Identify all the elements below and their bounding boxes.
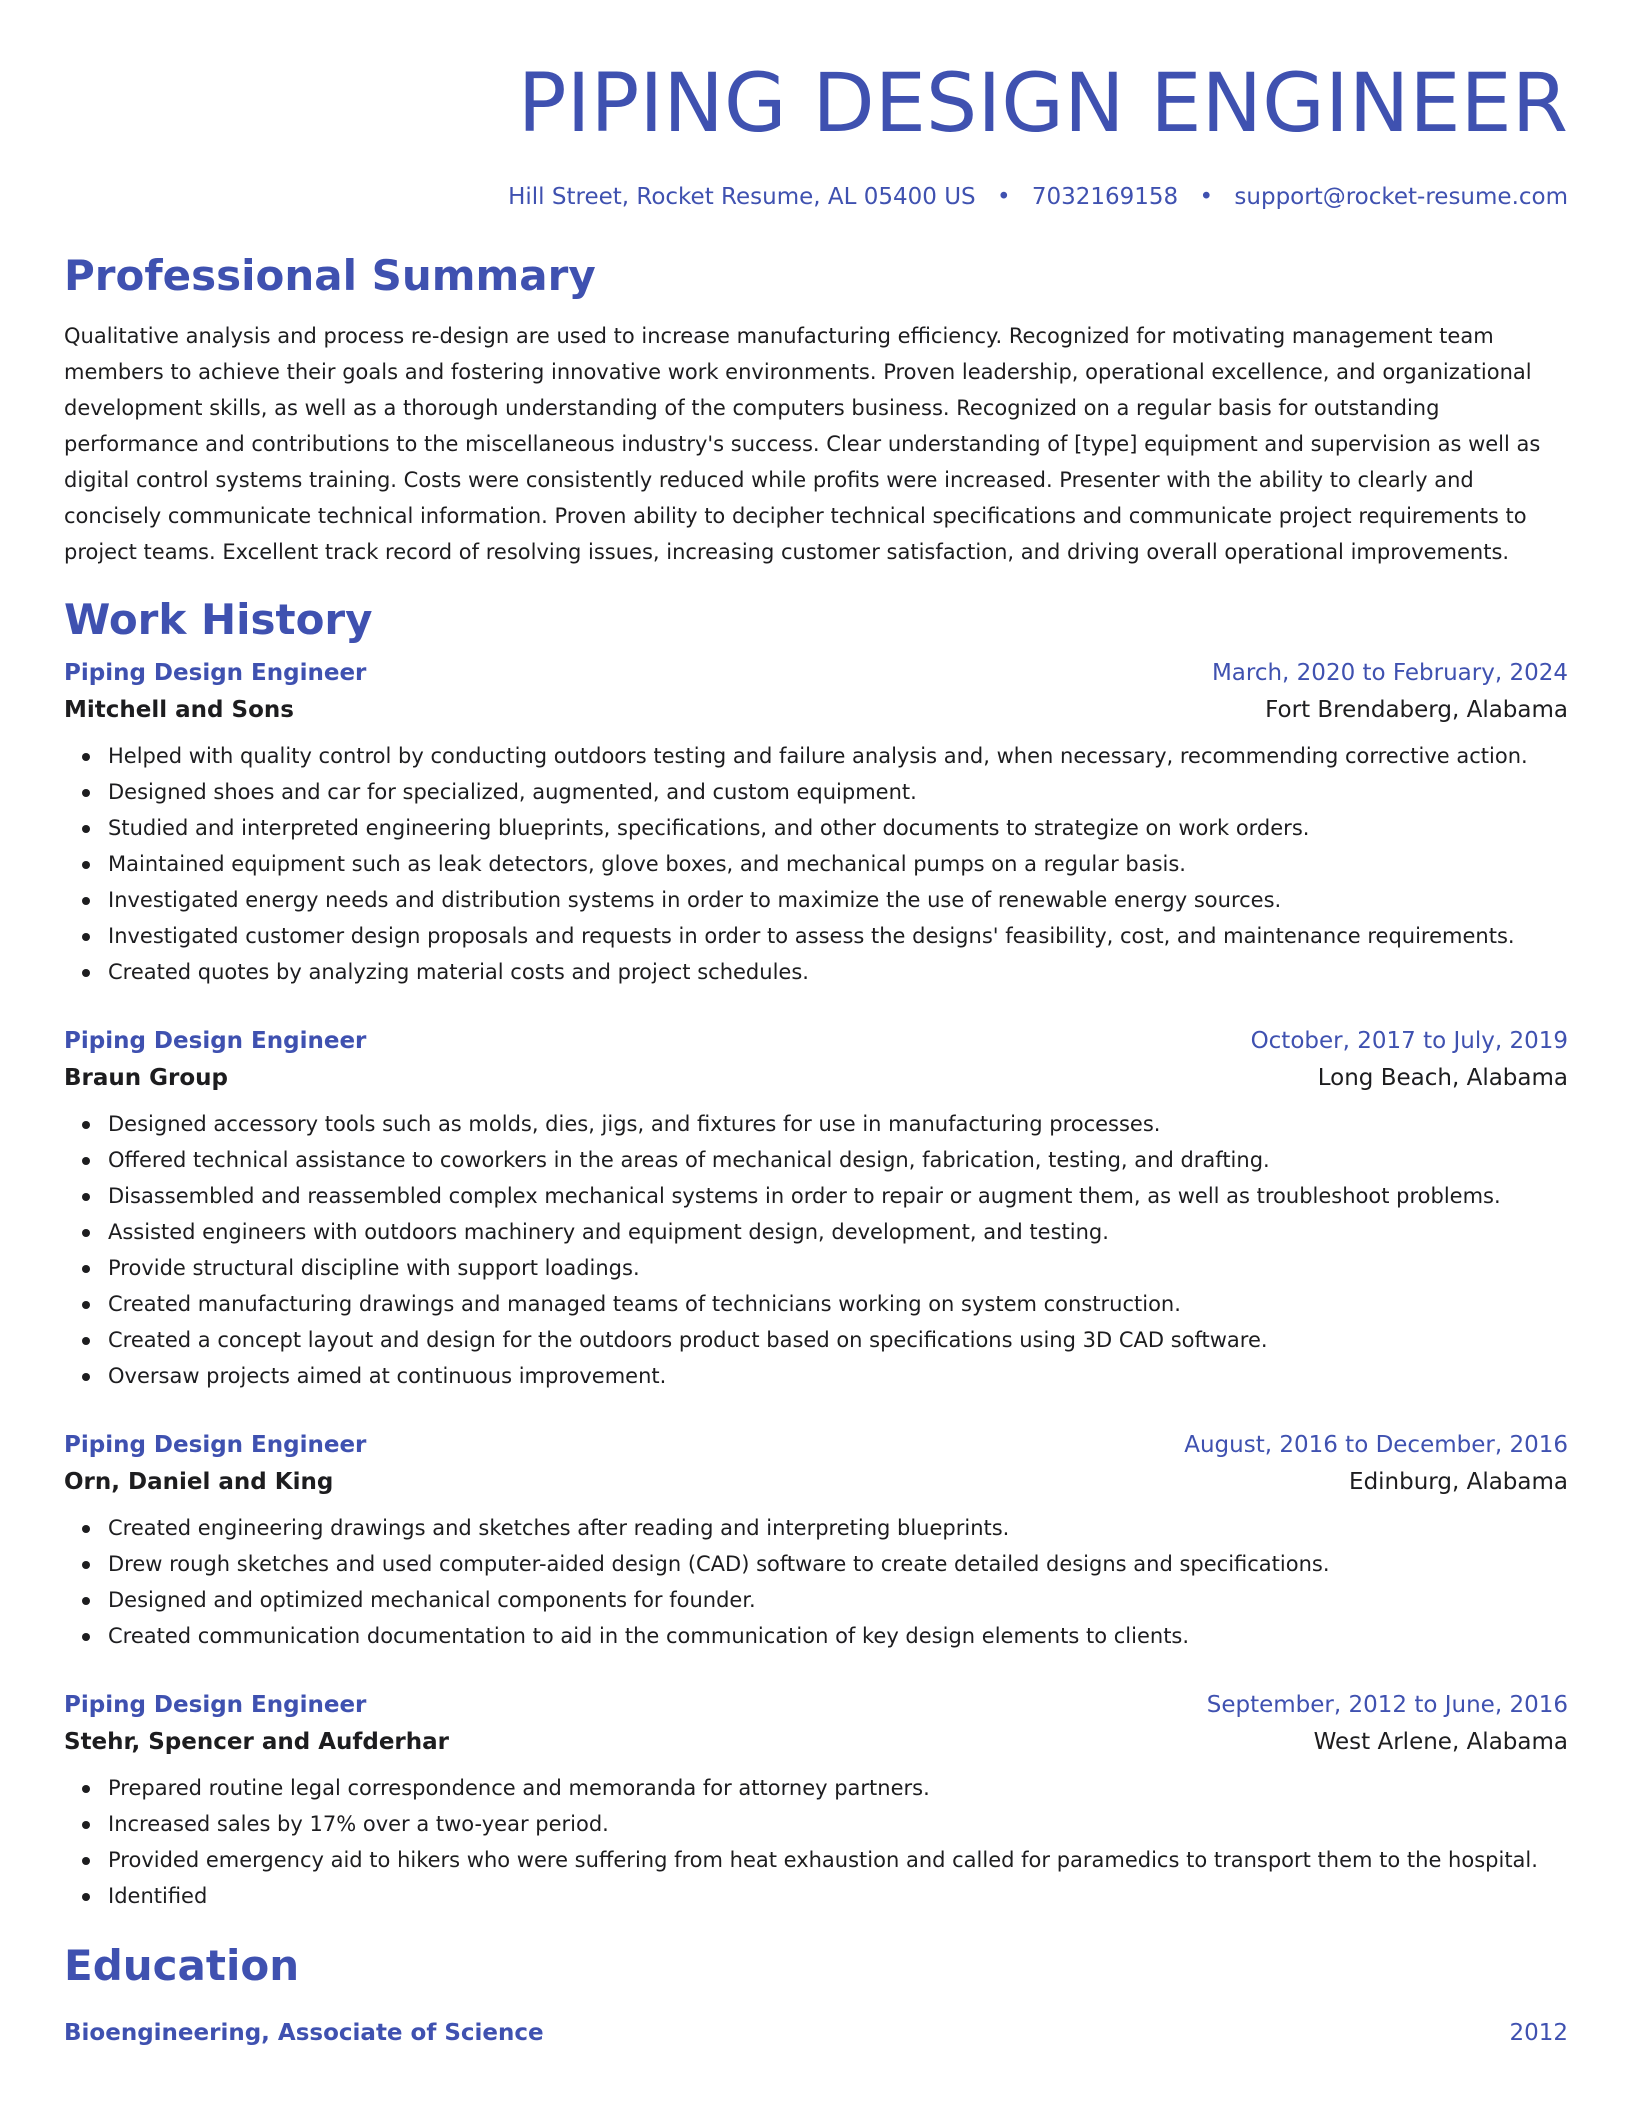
- job-title: Piping Design Engineer: [64, 1028, 367, 1054]
- job-entry: [64, 656, 1568, 990]
- job-entry: [64, 1688, 1568, 1914]
- job-dates: September, 2012 to June, 2016: [1206, 1692, 1568, 1718]
- job-bullet: Investigated energy needs and distribution systems in order to maximize the use of renewable energy sources.: [108, 882, 1568, 918]
- contact-separator: •: [1199, 184, 1214, 210]
- job-bullet: Identified: [108, 1878, 1568, 1914]
- job-bullet: Created a concept layout and design for the outdoors product based on specifications using 3D CAD software.: [108, 1322, 1568, 1358]
- job-bullet: Created quotes by analyzing material costs and project schedules.: [108, 954, 1568, 990]
- education-degree: Bioengineering, Associate of Science: [64, 2020, 544, 2046]
- job-bullets: [64, 1106, 1568, 1394]
- contact-separator: •: [996, 184, 1011, 210]
- job-bullet: Offered technical assistance to coworkers in the areas of mechanical design, fabrication, testing, and drafting.: [108, 1142, 1568, 1178]
- job-bullet: Oversaw projects aimed at continuous improvement.: [108, 1358, 1568, 1394]
- job-bullet: Prepared routine legal correspondence and memoranda for attorney partners.: [108, 1770, 1568, 1806]
- job-bullet: Designed and optimized mechanical components for founder.: [108, 1582, 1568, 1618]
- job-bullet: Disassembled and reassembled complex mechanical systems in order to repair or augment them, as well as troubleshoot problems.: [108, 1178, 1568, 1214]
- job-location: Edinburg, Alabama: [1349, 1469, 1568, 1495]
- job-company: Braun Group: [64, 1065, 229, 1091]
- job-entry: [64, 1428, 1568, 1654]
- education-heading: Education: [64, 1941, 300, 1990]
- education-year: 2012: [1509, 2020, 1568, 2046]
- job-bullet: Helped with quality control by conducting outdoors testing and failure analysis and, when necessary, recommending corrective action.: [108, 738, 1568, 774]
- job-dates: August, 2016 to December, 2016: [1184, 1432, 1568, 1458]
- job-company: Orn, Daniel and King: [64, 1469, 334, 1495]
- job-bullets: [64, 1770, 1568, 1914]
- job-location: West Arlene, Alabama: [1313, 1729, 1568, 1755]
- resume-name: PIPING DESIGN ENGINEER: [517, 57, 1568, 151]
- job-bullet: Created communication documentation to aid in the communication of key design elements to clients.: [108, 1618, 1568, 1654]
- job-title: Piping Design Engineer: [64, 1692, 367, 1718]
- job-title: Piping Design Engineer: [64, 660, 367, 686]
- job-dates: October, 2017 to July, 2019: [1250, 1028, 1568, 1054]
- job-company: Stehr, Spencer and Aufderhar: [64, 1729, 450, 1755]
- job-bullet: Created engineering drawings and sketches after reading and interpreting blueprints.: [108, 1510, 1568, 1546]
- job-bullet: Assisted engineers with outdoors machinery and equipment design, development, and testing.: [108, 1214, 1568, 1250]
- job-bullet: Drew rough sketches and used computer-aided design (CAD) software to create detailed designs and specifications.: [108, 1546, 1568, 1582]
- job-dates: March, 2020 to February, 2024: [1211, 660, 1568, 686]
- summary-text: Qualitative analysis and process re-design are used to increase manufacturing efficiency. Recognized for motivating management team members to achieve their goals and fostering innovative work environments. Proven leadership, operational excellence, and organizational development skills, as well as a thorough understanding of the computers business. Recognized on a regular basis for outstanding performance and contributions to the miscellaneous industry's success. Clear understanding of [type] equipment and supervision as well as digital control systems training. Costs were consistently reduced while profits were increased. Presenter with the ability to clearly and concisely communicate technical information. Proven ability to decipher technical specifications and communicate project requirements to project teams. Excellent track record of resolving issues, increasing customer satisfaction, and driving overall operational improvements.: [64, 324, 1541, 564]
- job-bullet: Investigated customer design proposals and requests in order to assess the designs' feasibility, cost, and maintenance requirements.: [108, 918, 1568, 954]
- job-bullet: Designed accessory tools such as molds, dies, jigs, and fixtures for use in manufacturing processes.: [108, 1106, 1568, 1142]
- job-bullet: Increased sales by 17% over a two-year period.: [108, 1806, 1568, 1842]
- job-bullet: Studied and interpreted engineering blueprints, specifications, and other documents to strategize on work orders.: [108, 810, 1568, 846]
- contact-address: Hill Street, Rocket Resume, AL 05400 US: [508, 184, 976, 210]
- job-bullet: Created manufacturing drawings and managed teams of technicians working on system construction.: [108, 1286, 1568, 1322]
- job-bullet: Designed shoes and car for specialized, augmented, and custom equipment.: [108, 774, 1568, 810]
- job-location: Fort Brendaberg, Alabama: [1265, 697, 1568, 723]
- job-bullets: [64, 1510, 1568, 1654]
- job-bullet: Provided emergency aid to hikers who were suffering from heat exhaustion and called for paramedics to transport them to the hospital.: [108, 1842, 1568, 1878]
- resume-page: [64, 0, 1568, 2050]
- job-location: Long Beach, Alabama: [1317, 1065, 1568, 1091]
- summary-heading: Professional Summary: [64, 251, 596, 300]
- job-company: Mitchell and Sons: [64, 697, 294, 723]
- work-history-heading: Work History: [64, 595, 373, 644]
- education-entry: [64, 2016, 1568, 2050]
- job-title: Piping Design Engineer: [64, 1432, 367, 1458]
- job-bullet: Provide structural discipline with support loadings.: [108, 1250, 1568, 1286]
- job-entry: [64, 1024, 1568, 1394]
- contact-line: [64, 182, 1568, 212]
- job-bullet: Maintained equipment such as leak detectors, glove boxes, and mechanical pumps on a regular basis.: [108, 846, 1568, 882]
- contact-email: support@rocket-resume.com: [1234, 184, 1568, 210]
- job-bullets: [64, 738, 1568, 990]
- contact-phone: 7032169158: [1031, 184, 1179, 210]
